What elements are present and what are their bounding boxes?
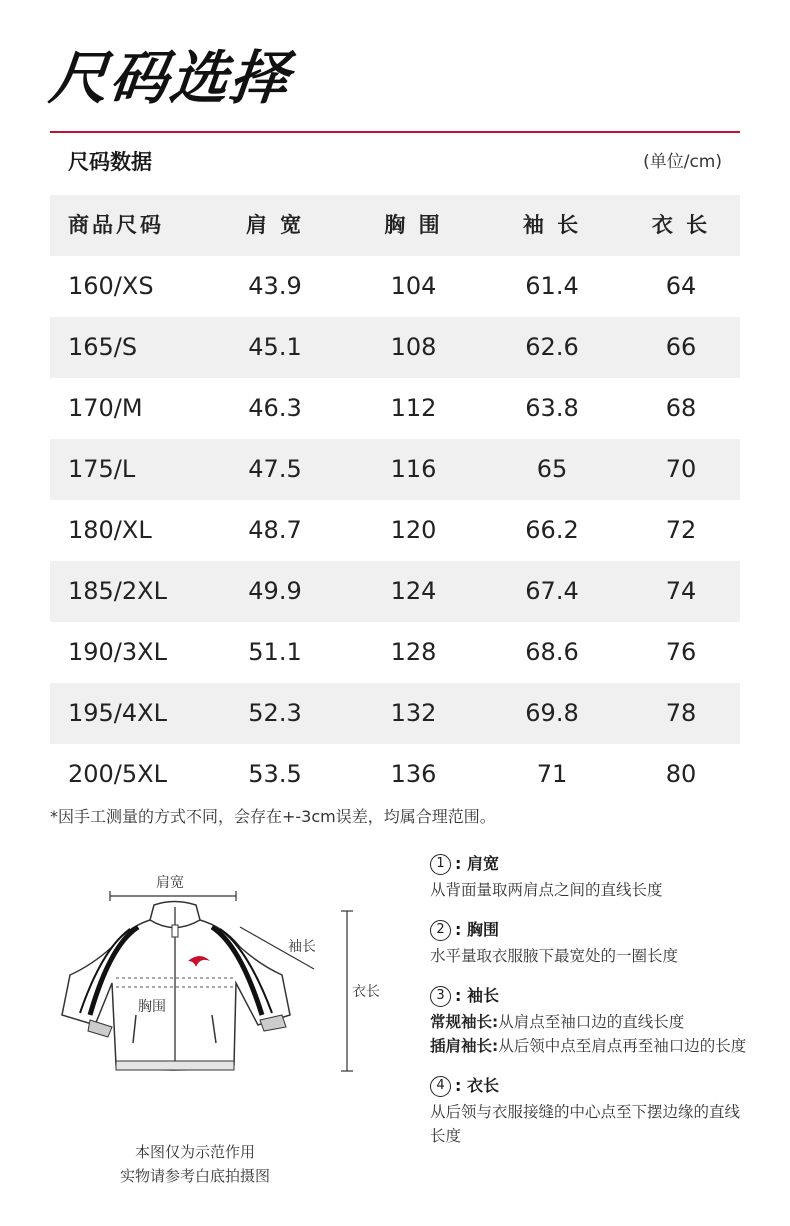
cell-sleeve: 63.8: [525, 394, 579, 422]
definition-sub-text: 从肩点至袖口边的直线长度: [498, 1013, 685, 1031]
definition-sub-label: 插肩袖长:: [430, 1037, 499, 1055]
cell-chest: 132: [390, 699, 437, 727]
cell-sleeve: 69.8: [525, 699, 579, 727]
number-circle-icon: 1: [430, 854, 451, 875]
cell-length: 76: [665, 638, 697, 666]
cell-size: 185/2XL: [68, 577, 167, 605]
measurement-definitions: [430, 850, 750, 1162]
cell-sleeve: 71: [536, 760, 568, 788]
jacket-icon: [62, 902, 290, 1071]
cell-sleeve: 68.6: [525, 638, 579, 666]
table-row: [50, 256, 740, 317]
caption-line-2: 实物请参考白底拍摄图: [119, 1167, 270, 1185]
table-row: [50, 439, 740, 500]
unit-label: (单位/cm): [643, 152, 722, 172]
size-table: [50, 195, 740, 805]
cell-chest: 112: [390, 394, 437, 422]
diagram-caption: [50, 1140, 340, 1188]
number-circle-icon: 2: [430, 920, 451, 941]
table-row: [50, 683, 740, 744]
cell-length: 78: [665, 699, 697, 727]
title-divider: [50, 131, 740, 133]
cell-sleeve: 62.6: [525, 333, 579, 361]
number-circle-icon: 3: [430, 986, 451, 1007]
header-sleeve: 袖 长: [522, 213, 582, 237]
definition-title: : 胸围: [455, 920, 499, 939]
cell-chest: 108: [390, 333, 437, 361]
table-row: [50, 622, 740, 683]
section-title: 尺码数据: [68, 150, 152, 174]
cell-shoulder: 51.1: [248, 638, 302, 666]
table-row: [50, 317, 740, 378]
chest-label: 胸围: [138, 999, 166, 1015]
table-header-row: [50, 195, 740, 256]
definition-length: [430, 1072, 750, 1148]
measurement-note: *因手工测量的方式不同，会存在+-3cm误差，均属合理范围。: [50, 807, 496, 826]
cell-length: 70: [665, 455, 697, 483]
cell-sleeve: 65: [536, 455, 568, 483]
cell-length: 66: [665, 333, 697, 361]
table-row: [50, 500, 740, 561]
cell-size: 165/S: [68, 333, 138, 361]
cell-size: 190/3XL: [68, 638, 167, 666]
page-title: 尺码选择: [46, 44, 294, 112]
cell-shoulder: 52.3: [248, 699, 302, 727]
cell-shoulder: 48.7: [248, 516, 302, 544]
cell-size: 175/L: [68, 455, 136, 483]
definition-chest: [430, 916, 750, 968]
cell-sleeve: 61.4: [525, 272, 579, 300]
jacket-diagram: [50, 865, 400, 1095]
cell-sleeve: 67.4: [525, 577, 579, 605]
table-row: [50, 561, 740, 622]
cell-shoulder: 45.1: [248, 333, 302, 361]
cell-size: 170/M: [68, 394, 143, 422]
cell-length: 80: [665, 760, 697, 788]
cell-size: 200/5XL: [68, 760, 167, 788]
header-size: 商品尺码: [68, 213, 164, 237]
cell-shoulder: 47.5: [248, 455, 302, 483]
header-shoulder: 肩 宽: [245, 213, 305, 237]
header-length: 衣 长: [651, 213, 711, 237]
length-label: 衣长: [352, 984, 380, 1000]
cell-length: 74: [665, 577, 697, 605]
cell-chest: 120: [390, 516, 437, 544]
table-row: [50, 744, 740, 805]
definition-text: 水平量取衣服腋下最宽处的一圈长度: [430, 947, 679, 965]
cell-shoulder: 53.5: [248, 760, 302, 788]
cell-length: 68: [665, 394, 697, 422]
sleeve-label: 袖长: [288, 939, 316, 955]
caption-line-1: 本图仅为示范作用: [134, 1143, 255, 1161]
cell-size: 160/XS: [68, 272, 154, 300]
cell-length: 64: [665, 272, 697, 300]
definition-title: : 衣长: [455, 1076, 499, 1095]
table-row: [50, 378, 740, 439]
cell-chest: 128: [390, 638, 437, 666]
definition-sub-label: 常规袖长:: [430, 1013, 499, 1031]
header-chest: 胸 围: [384, 213, 443, 237]
definition-title: : 袖长: [455, 986, 499, 1005]
cell-chest: 136: [390, 760, 437, 788]
cell-shoulder: 43.9: [248, 272, 302, 300]
cell-chest: 104: [390, 272, 437, 300]
cell-shoulder: 46.3: [248, 394, 302, 422]
definition-text: 从背面量取两肩点之间的直线长度: [430, 881, 663, 899]
cell-size: 180/XL: [68, 516, 152, 544]
definition-text: 从后领与衣服接缝的中心点至下摆边缘的直线长度: [430, 1103, 741, 1145]
cell-size: 195/4XL: [68, 699, 167, 727]
number-circle-icon: 4: [430, 1076, 451, 1097]
definition-shoulder: [430, 850, 750, 902]
cell-sleeve: 66.2: [525, 516, 579, 544]
cell-chest: 124: [390, 577, 437, 605]
definition-sleeve: [430, 982, 750, 1058]
definition-title: : 肩宽: [455, 854, 499, 873]
cell-shoulder: 49.9: [248, 577, 302, 605]
shoulder-label: 肩宽: [156, 875, 184, 891]
cell-chest: 116: [390, 455, 437, 483]
cell-length: 72: [665, 516, 697, 544]
definition-sub-text: 从后领中点至肩点再至袖口边的长度: [498, 1037, 747, 1055]
